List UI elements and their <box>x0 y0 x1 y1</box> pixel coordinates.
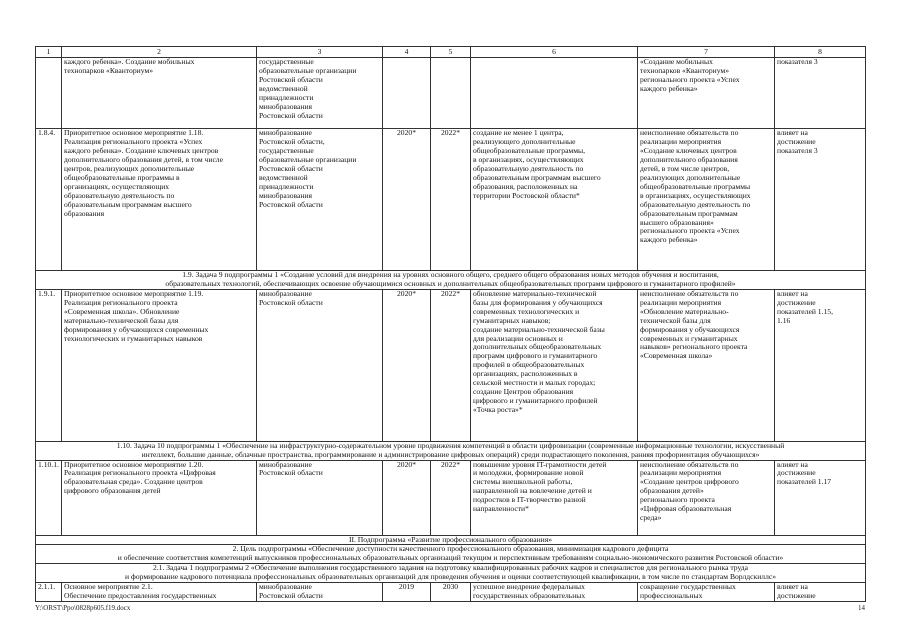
responsible-executor: минобразование Ростовской области <box>257 582 383 601</box>
activity-name: Приоритетное основное мероприятие 1.20. Реализация регионального проекта «Цифровая образовательная среда». Создание центров цифрового образования детей <box>62 460 257 535</box>
row-number: 1.10.1. <box>36 460 62 535</box>
subprogram-heading: II. Подпрограмма «Развитие профессионального образования» <box>36 535 866 545</box>
section-row-subprogram-2 <box>36 535 866 545</box>
responsible-executor: минобразование Ростовской области <box>257 460 383 535</box>
indicator-link: влияет на достижение показателей 1.17 <box>775 460 866 535</box>
start-year: 2020* <box>383 129 431 271</box>
section-row-goal-2 <box>36 545 866 564</box>
expected-result <box>471 58 638 129</box>
row-number: 2.1.1. <box>36 582 62 601</box>
responsible-executor: минобразование Ростовской области <box>257 289 383 441</box>
goal-heading: 2. Цель подпрограммы «Обеспечение доступности качественного профессионального образования, минимизация кадрового дефицита и обеспечение соответствия компетенций выпускников профессиональных образовательных организаций текущим и перспективным требованиям социально-экономического развития Ростовской области» <box>36 545 866 564</box>
row-number: 1.8.4. <box>36 129 62 271</box>
section-row-1-10 <box>36 441 866 460</box>
table-row-2-1-1 <box>36 582 866 601</box>
row-number <box>36 58 62 129</box>
responsible-executor: минобразование Ростовской области, государственные образовательные организации Ростовской области ведомственной принадлежности минобразования Ростовской области <box>257 129 383 271</box>
section-row-1-9 <box>36 271 866 290</box>
end-year: 2030 <box>431 582 471 601</box>
consequences: неисполнение обязательств по реализации мероприятия «Создание ключевых центров дополнительного образования детей, в том числе центров, реализующих дополнительные общеобразовательные программы в организациях, осуществляющих образовательную деятельность по образовательным программам высшего образования» регионального проекта «Успех каждого ребенка» <box>638 129 775 271</box>
expected-result: создание не менее 1 центра, реализующего дополнительные общеобразовательные программы, в организациях, осуществляющих образовательную деятельность по образовательным программам высшего образования, расположенных на территории Ростовской области* <box>471 129 638 271</box>
section-row-2-1 <box>36 564 866 583</box>
start-year <box>383 58 431 129</box>
section-heading: 2.1. Задача 1 подпрограммы 2 «Обеспечение выполнения государственного задания на подготовку квалифицированных рабочих кадров и специалистов для регионального рынка труда и формирование кадрового потенциала профессиональных образовательных организаций для проведения обучения и оценки соответствующей квалификации, в том числе по стандартам Ворлдскиллс» <box>36 564 866 583</box>
start-year: 2019 <box>383 582 431 601</box>
indicator-link: влияет на достижение показателя 3 <box>775 129 866 271</box>
end-year <box>431 58 471 129</box>
consequences: сокращение государственных профессиональных <box>638 582 775 601</box>
expected-result: обновление материально-технической базы для формирования у обучающихся современных технологических и гуманитарных навыков; создание материально-технической базы для реализации основных и дополнительных общеобразовательных программ цифрового и гуманитарного профилей в общеобразовательных организациях, расположенных в сельской местности и малых городах; создание Центров образования цифрового и гуманитарного профилей «Точка роста»* <box>471 289 638 441</box>
header-col-8: 8 <box>775 47 866 58</box>
end-year: 2022* <box>431 460 471 535</box>
header-col-6: 6 <box>471 47 638 58</box>
program-table <box>35 46 866 602</box>
responsible-executor: государственные образовательные организации Ростовской области ведомственной принадлежности минобразования Ростовской области <box>257 58 383 129</box>
header-row <box>36 47 866 58</box>
expected-result: успешное внедрение федеральных государственных образовательных <box>471 582 638 601</box>
document-page <box>35 46 865 602</box>
row-number: 1.9.1. <box>36 289 62 441</box>
table-row-1-8-4 <box>36 129 866 271</box>
end-year: 2022* <box>431 129 471 271</box>
section-heading: 1.9. Задача 9 подпрограммы 1 «Создание условий для внедрения на уровнях основного общего, среднего общего образования новых методов обучения и воспитания, образовательных технологий, обеспечивающих освоение обучающимися основных и дополнительных общеобразовательных программ цифрового и гуманитарного профилей» <box>36 271 866 290</box>
file-path: Y:\ORST\Ppo\0828p605.f19.docx <box>35 604 131 612</box>
start-year: 2020* <box>383 460 431 535</box>
expected-result: повышение уровня IT-грамотности детей и молодежи, формирование новой системы внешкольной работы, направленной на вовлечение детей и подростков в IT-творчество разной направленности* <box>471 460 638 535</box>
activity-name: каждого ребенка». Создание мобильных технопарков «Кванториум» <box>62 58 257 129</box>
header-col-4: 4 <box>383 47 431 58</box>
end-year: 2022* <box>431 289 471 441</box>
consequences: «Создание мобильных технопарков «Кванториум» регионального проекта «Успех каждого ребенка» <box>638 58 775 129</box>
page-number: 14 <box>858 604 865 612</box>
section-heading: 1.10. Задача 10 подпрограммы 1 «Обеспечение на инфраструктурно-содержательном уровне продвижения компетенций в области цифровизации (современные информационные технологии, искусственный интеллект, большие данные, облачные пространства, программирование и администрирование цифровых операций) среди подрастающего поколения, ранняя профориентация обучающихся» <box>36 441 866 460</box>
indicator-link: показателя 3 <box>775 58 866 129</box>
header-col-7: 7 <box>638 47 775 58</box>
table-row-continuation <box>36 58 866 129</box>
activity-name: Приоритетное основное мероприятие 1.18. Реализация регионального проекта «Успех каждого ребенка». Создание ключевых центров дополнительного образования детей, в том числе центров, реализующих дополнительные общеобразовательные программы в организациях, осуществляющих образовательную деятельность по образовательным программам высшего образования <box>62 129 257 271</box>
indicator-link: влияет на достижение <box>775 582 866 601</box>
indicator-link: влияет на достижение показателей 1.15, 1.16 <box>775 289 866 441</box>
header-col-2: 2 <box>62 47 257 58</box>
start-year: 2020* <box>383 289 431 441</box>
header-col-1: 1 <box>36 47 62 58</box>
activity-name: Приоритетное основное мероприятие 1.19. Реализация регионального проекта «Современная школа». Обновление материально-технической базы для формирования у обучающихся современных технологических и гуманитарных навыков <box>62 289 257 441</box>
activity-name: Основное мероприятие 2.1. Обеспечение предоставления государственных <box>62 582 257 601</box>
table-row-1-10-1 <box>36 460 866 535</box>
consequences: неисполнение обязательств по реализации мероприятия «Создание центров цифрового образования детей» регионального проекта «Цифровая образовательная среда» <box>638 460 775 535</box>
table-row-1-9-1 <box>36 289 866 441</box>
consequences: неисполнение обязательств по реализации мероприятия «Обновление материально- технической базы для формирования у обучающихся современных и гуманитарных навыков» регионального проекта «Современная школа» <box>638 289 775 441</box>
header-col-5: 5 <box>431 47 471 58</box>
header-col-3: 3 <box>257 47 383 58</box>
